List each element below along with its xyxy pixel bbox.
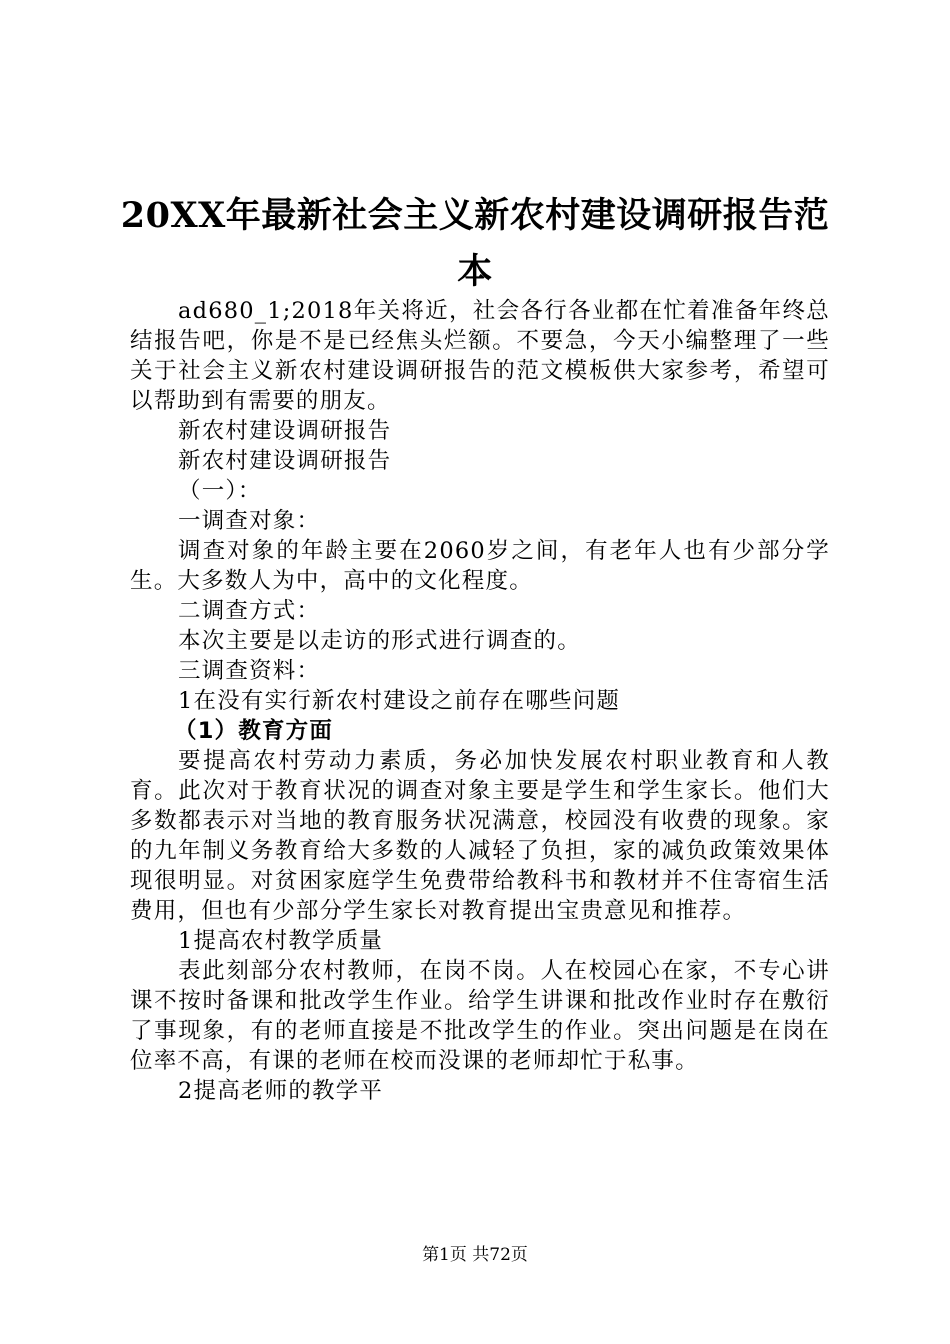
intro-paragraph: ad680_1;2018年关将近，社会各行各业都在忙着准备年终总结报告吧，你是不是已经焦头烂额。不要急，今天小编整理了一些关于社会主义新农村建设调研报告的范文模板供大家参考，希望可以帮助到有需要的朋友。 — [130, 298, 830, 414]
item-teacher-level: 2提高老师的教学平 — [178, 1078, 384, 1104]
heading-education: （1）教育方面 — [174, 718, 334, 744]
section-title: 新农村建设调研报告 — [178, 418, 392, 444]
document-title: 20XX年最新社会主义新农村建设调研报告范本 — [120, 195, 830, 292]
heading-survey-material: 三调查资料： — [178, 658, 321, 684]
heading-survey-method: 二调查方式： — [178, 598, 321, 624]
paragraph-survey-subject: 调查对象的年龄主要在2060岁之间，有老年人也有少部分学生。大多数人为中，高中的文化程度。 — [130, 538, 830, 594]
item-problems-before: 1在没有实行新农村建设之前存在哪些问题 — [178, 688, 621, 714]
heading-survey-subject: 一调查对象： — [178, 508, 321, 534]
paragraph-survey-method: 本次主要是以走访的形式进行调查的。 — [178, 628, 581, 654]
part-marker: （一）： — [178, 478, 262, 504]
item-teaching-quality: 1提高农村教学质量 — [178, 928, 384, 954]
document-body — [130, 296, 830, 1106]
paragraph-teaching-quality: 表此刻部分农村教师，在岗不岗。人在校园心在家，不专心讲课不按时备课和批改学生作业。给学生讲课和批改作业时存在敷衍了事现象，有的老师直接是不批改学生的作业。突出问题是在岗在位率不高，有课的老师在校而没课的老师却忙于私事。 — [130, 958, 830, 1074]
page-footer: 第1页 共72页 — [422, 1245, 528, 1265]
paragraph-education: 要提高农村劳动力素质，务必加快发展农村职业教育和人教育。此次对于教育状况的调查对象主要是学生和学生家长。他们大多数都表示对当地的教育服务状况满意，校园没有收费的现象。家的九年制义务教育给大多数的人减轻了负担，家的减负政策效果体现很明显。对贫困家庭学生免费带给教科书和教材并不住寄宿生活费用，但也有少部分学生家长对教育提出宝贵意见和推荐。 — [130, 748, 830, 924]
section-subtitle: 新农村建设调研报告 — [178, 448, 392, 474]
